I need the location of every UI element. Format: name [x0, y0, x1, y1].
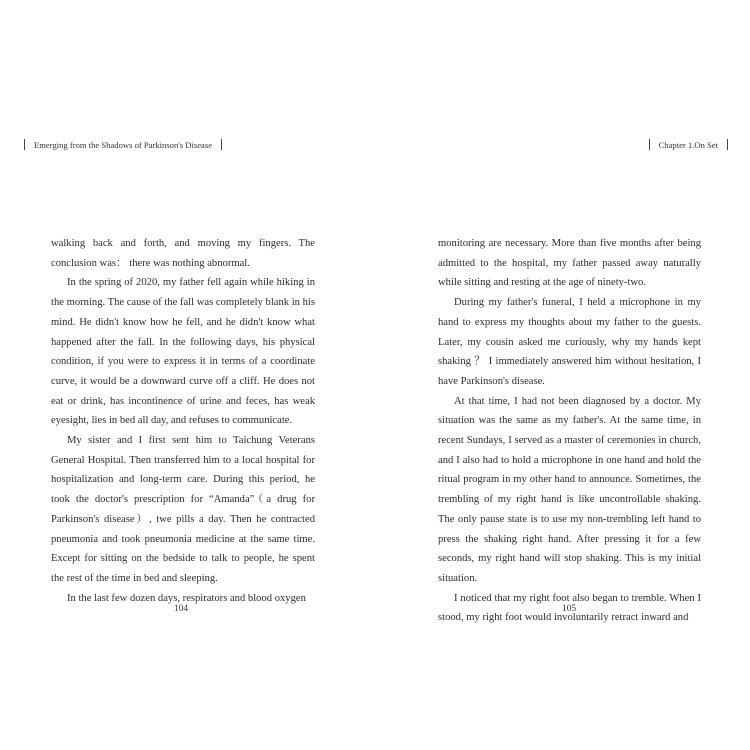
paragraph: In the last few dozen days, respirators and blood oxygen — [67, 592, 306, 604]
paragraph: walking back and forth, and moving my fingers. The conclusion was： there was nothing abnormal. — [51, 238, 315, 269]
paragraph: During my father's funeral, I held a microphone in my hand to express my thoughts about my father to the guests. Later, my cousin asked me curiously, why my hands kept shaking ？ I immediately answered him without hesitation, I have Parkinson's disease. — [438, 297, 701, 387]
running-head-rule — [727, 139, 728, 150]
running-head-chapter-title: Chapter 1.On Set — [658, 139, 718, 150]
paragraph: My sister and I first sent him to Taichung Veterans General Hospital. Then transferred him to a local hospital for hospitalization and long-term care. During this period, he took the doctor's prescription for “Amanda”（a drug for Parkinson's disease）, twe pills a day. Then he contracted pneumonia and took pneumonia medicine at the same time. Except for sitting on the bedside to talk to people, he spent the rest of the time in bed and sleeping. — [51, 435, 315, 584]
paragraph: In the spring of 2020, my father fell again while hiking in the morning. The cause of the fall was completely blank in his mind. He didn't know how he fell, and he didn't know what happened after the fall. In the following days, his physical condition, if you were to express it in terms of a coordinate curve, it would be a downward curve off a cliff. He does not eat or drink, has incontinence of urine and feces, has weak eyesight, lies in bed all day, and refuses to communicate. — [51, 277, 315, 427]
left-page-body — [51, 234, 315, 608]
page-number-left: 104 — [174, 604, 189, 614]
right-page — [375, 0, 750, 750]
running-head-book-title: Emerging from the Shadows of Parkinson's Disease — [34, 139, 213, 150]
running-head-rule — [221, 139, 222, 150]
paragraph: monitoring are necessary. More than five months after being admitted to the hospital, my father passed away naturally while sitting and resting at the age of ninety-two. — [438, 238, 701, 289]
right-page-body — [438, 234, 701, 628]
paragraph: I noticed that my right foot also began to tremble. When I stood, my right foot would involuntarily retract inward and — [438, 592, 701, 624]
paragraph: At that time, I had not been diagnosed by a doctor. My situation was the same as my father's. At the same time, in recent Sundays, I served as a master of ceremonies in church, and I also had to hold a microphone in one hand and hold the ritual program in my other hand to announce. Sometimes, the trembling of my right hand is like uncontrollable shaking. The only pause state is to use my non-trembling left hand to press the shaking right hand. After pressing it for a few seconds, my right hand will stop shaking. This is my initial situation. — [438, 395, 701, 584]
running-head-right — [649, 139, 728, 150]
running-head-left — [24, 139, 222, 150]
page-number-right: 105 — [562, 604, 577, 614]
